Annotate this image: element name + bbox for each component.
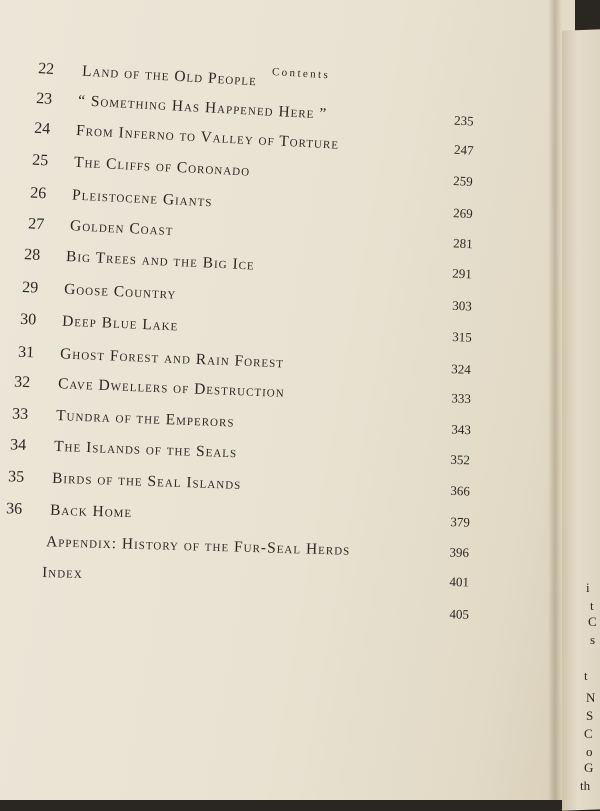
chapter-title: Land of the Old People	[81, 62, 258, 90]
page-number: 366	[450, 482, 471, 499]
adjacent-page-fragment: C	[584, 726, 593, 741]
page-heading: Contents	[271, 66, 331, 82]
page-gutter	[548, 0, 562, 800]
toc-entry	[0, 597, 520, 634]
chapter-number: 34	[9, 436, 27, 454]
page-number: 401	[449, 573, 470, 590]
chapter-title: From Inferno to Valley of Torture	[75, 121, 340, 153]
chapter-title: Pleistocene Giants	[71, 186, 213, 211]
adjacent-page-fragment: G	[584, 760, 594, 775]
chapter-title: Tundra of the Emperors	[55, 407, 235, 431]
chapter-title: Appendix: History of the Fur-Seal Herds	[45, 533, 351, 559]
page-number: 405	[449, 606, 470, 622]
page-number: 333	[451, 390, 472, 407]
chapter-title: Index	[41, 564, 84, 583]
page-number: 247	[453, 141, 475, 158]
page-number: 259	[452, 172, 474, 189]
chapter-number: 22	[37, 60, 55, 79]
page-number: 379	[450, 514, 471, 530]
chapter-title: “ Something Has Happened Here ”	[77, 92, 328, 123]
chapter-number: 36	[5, 500, 23, 518]
chapter-title: Cave Dwellers of Destruction	[57, 375, 286, 401]
adjacent-page-fragment: S	[586, 708, 594, 723]
chapter-number: 23	[35, 89, 53, 108]
page-number: 315	[452, 328, 473, 345]
page-number: 269	[452, 205, 474, 222]
chapter-number: 26	[29, 184, 47, 203]
page-number: 303	[451, 297, 473, 314]
chapter-number: 33	[11, 405, 29, 424]
chapter-title: Goose Country	[63, 280, 177, 303]
chapter-title: Birds of the Seal Islands	[51, 469, 242, 493]
page-number: 291	[451, 265, 473, 282]
adjacent-page-fragment: C	[588, 614, 597, 629]
chapter-number: 35	[7, 468, 25, 486]
chapter-number: 27	[27, 215, 45, 234]
page-number: 343	[451, 421, 472, 438]
chapter-title: The Cliffs of Coronado	[73, 153, 251, 180]
chapter-number: 30	[19, 310, 37, 329]
chapter-title: Ghost Forest and Rain Forest	[59, 345, 285, 372]
chapter-title: Golden Coast	[69, 217, 174, 240]
chapter-title: Big Trees and the Big Ice	[65, 248, 256, 274]
adjacent-page-fragment: th	[580, 778, 591, 793]
chapter-title: Deep Blue Lake	[61, 312, 179, 335]
page-number: 352	[450, 451, 471, 468]
adjacent-page-fragment: N	[586, 690, 596, 705]
page-number: 235	[453, 112, 475, 129]
chapter-number: 31	[17, 343, 35, 362]
adjacent-page-fragment: i	[586, 580, 590, 595]
chapter-number: 32	[13, 373, 31, 392]
adjacent-page-fragment: o	[586, 744, 593, 759]
adjacent-page-fragment: t	[584, 668, 588, 683]
chapter-number: 24	[33, 119, 51, 138]
chapter-number: 29	[21, 278, 39, 297]
adjacent-page-fragment: s	[590, 632, 596, 647]
chapter-number: 25	[31, 151, 49, 170]
page-number: 324	[451, 361, 472, 377]
page-number: 396	[449, 544, 470, 561]
page-number: 281	[452, 235, 474, 252]
chapter-title: The Islands of the Seals	[53, 437, 238, 462]
adjacent-page-fragment: t	[590, 598, 594, 613]
chapter-number: 28	[23, 246, 41, 264]
chapter-title: Back Home	[49, 501, 133, 522]
